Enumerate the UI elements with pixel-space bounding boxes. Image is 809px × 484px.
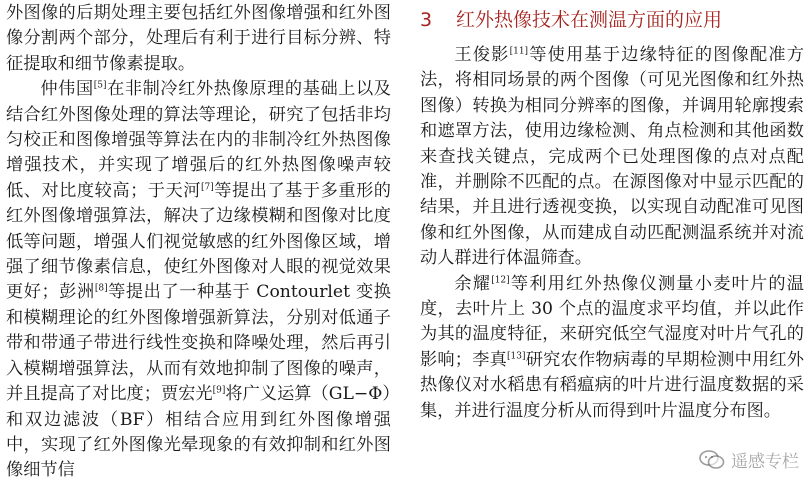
citation: [8] (94, 283, 108, 294)
section-title: 红外热像技术在测温方面的应用 (456, 9, 723, 31)
citation: [9] (212, 385, 226, 396)
section-heading (420, 7, 804, 33)
citation: [12] (491, 274, 510, 285)
section-number: 3 (420, 9, 433, 31)
author-zhong: 仲伟国 (40, 79, 94, 100)
left-column (6, 1, 391, 484)
citation: [5] (93, 80, 107, 91)
watermark (699, 447, 799, 472)
citation: [11] (509, 46, 529, 57)
watermark-text: 遥感专栏 (731, 452, 799, 472)
paragraph-image-registration: 王俊影[11]等使用基于边缘特征的图像配准方法，将相同场景的两个图像（可见光图像和红外热图像）转换为相同分辨率的图像，并调用轮廓搜索和遮罩方法，使用边缘检测、角点检测和其他函数来查找关键点，完成两个已处理图像的点对点配准，并删除不匹配的点。在源图像对中显示匹配的结果，并且进行透视变换，以实现自动配准可见图像和红外图像，从而建成自动匹配测温系统并对流动人群进行体温筛查。 (420, 45, 804, 269)
wechat-icon (699, 450, 725, 470)
citation: [13] (507, 351, 526, 362)
paragraph-image-enhancement: 仲伟国[5]在非制冷红外热像原理的基础上以及结合红外图像处理的算法等理论，研究了包括非均匀校正和图像增强等算法在内的非制冷红外热图像增强技术，并实现了增强后的红外热图像噪声较低、对比度较高；于天河[7]等提出了基于多重形的红外图像增强算法，解决了边缘模糊和图像对比度低等问题，增强人们视觉敏感的红外图像区域，增强了细节像素信息，使红外图像对人眼的视觉效果更好；彭洲[8]等提出了一种基于 Contourlet 变换和模糊理论的红外图像增强新算法，分别对低通子带和带通子带进行线性变换和降噪处理，然后再引入模糊增强算法，从而有效地抑制了图像的噪声，并且提高了对比度；贾宏光[9]将广义运算（GL−Φ）和双边滤波（BF）相结合应用到红外图像增强中，实现了红外图像光晕现象的有效抑制和红外图像细节信 (6, 79, 391, 481)
author-yu: 余耀 (454, 273, 492, 294)
citation: [7] (200, 182, 214, 193)
right-column (420, 1, 804, 424)
paragraph-continuation: 外图像的后期处理主要包括红外图像增强和红外图像分割两个部分，处理后有利于进行目标分辨、特征提取和细节像素提取。 (6, 3, 391, 74)
paragraph-leaf-temperature: 余耀[12]等利用红外热像仪测量小麦叶片的温度，去叶片上 30 个点的温度求平均值，并以此作为其的温度特征，来研究低空气湿度对叶片气孔的影响；李真[13]研究农作物病毒的早期检测中用红外热像仪对水稻患有稻瘟病的叶片进行温度数据的采集，并进行温度分析从而得到叶片温度分布图。 (420, 273, 804, 421)
author-wang: 王俊影 (454, 45, 510, 65)
